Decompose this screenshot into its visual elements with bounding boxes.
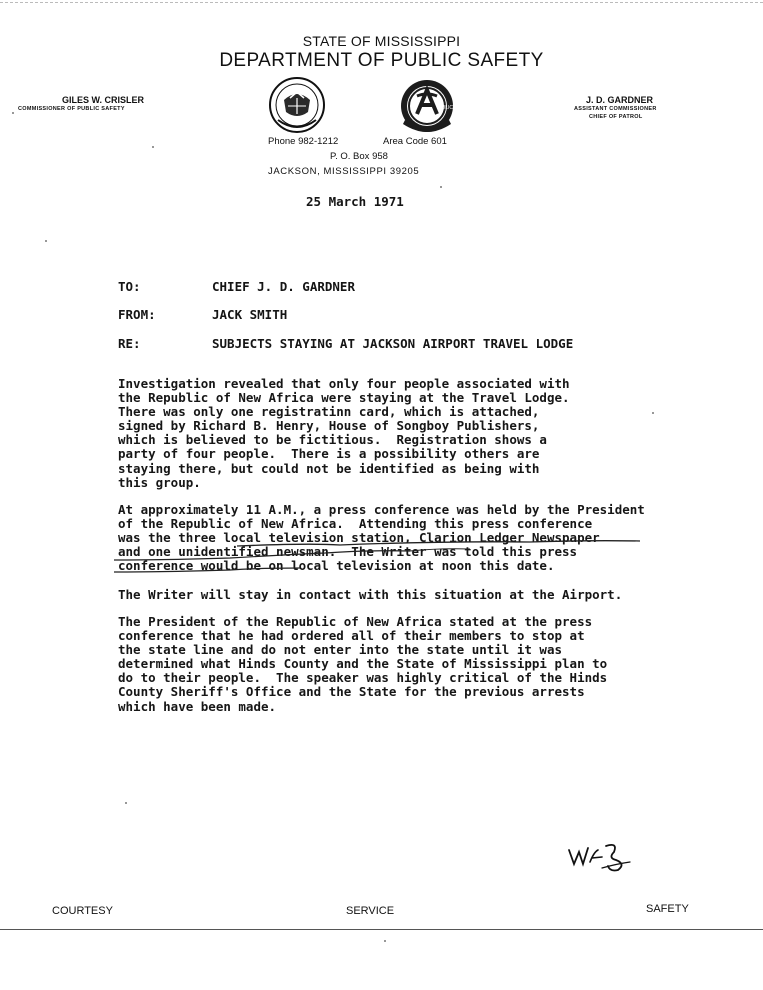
footer-safety: SAFETY [646, 903, 689, 915]
paragraph-line: conference would be on local television at noon this date. [118, 558, 555, 574]
scan-speck [45, 240, 47, 242]
paragraph-line: which have been made. [118, 698, 277, 714]
scan-speck [125, 802, 127, 804]
po-box: P. O. Box 958 [330, 151, 388, 162]
scan-speck [384, 940, 386, 942]
paragraph-line: the Republic of New Africa were staying at the Travel Lodge. [118, 390, 570, 406]
from-value: JACK SMITH [212, 307, 288, 322]
scan-speck [12, 112, 14, 114]
assistant-commissioner-title: ASSISTANT COMMISSIONER [574, 106, 657, 112]
footer-service: SERVICE [346, 905, 395, 917]
letterhead-state: STATE OF MISSISSIPPI [302, 33, 461, 49]
paragraph-line: conference that he had ordered all of their members to stop at [118, 628, 585, 644]
paragraph-line: At approximately 11 A.M., a press conference was held by the President [118, 502, 645, 517]
scan-speck [152, 146, 154, 148]
paragraph-line: signed by Richard B. Henry, House of Songboy Publishers, [118, 418, 540, 434]
page-bottom-edge [0, 929, 763, 930]
handwritten-underline-marks [110, 530, 650, 575]
to-label: TO: [118, 279, 141, 294]
to-value: CHIEF J. D. GARDNER [212, 279, 355, 294]
paragraph-writer-contact [118, 588, 622, 602]
paragraph-line: the state line and do not enter into the state until it was [118, 642, 563, 658]
paragraph-line: do to their people. The speaker was highly critical of the Hinds [118, 670, 608, 686]
letterhead-department: DEPARTMENT OF PUBLIC SAFETY [219, 50, 544, 71]
from-label: FROM: [118, 307, 156, 322]
city-address: JACKSON, MISSISSIPPI 39205 [268, 166, 420, 177]
handwritten-initials-signature [566, 838, 636, 876]
paragraph-line: Investigation revealed that only four people associated with [118, 376, 570, 391]
paragraph-line: determined what Hinds County and the State of Mississippi plan to [118, 656, 608, 672]
commissioner-title: COMMISSIONER OF PUBLIC SAFETY [18, 106, 125, 112]
scan-speck [440, 186, 442, 188]
paragraph-line: The Writer will stay in contact with this situation at the Airport. [118, 587, 623, 602]
paragraph-line: was the three local television station, Clarion Ledger Newspaper [118, 530, 600, 546]
paragraph-line: There was only one registratinn card, which is attached, [118, 404, 540, 420]
paragraph-line: which is believed to be fictitious. Registration shows a [118, 432, 547, 448]
paragraph-line: party of four people. There is a possibility others are [118, 446, 540, 462]
paragraph-line: staying there, but could not be identified as being with [118, 460, 540, 476]
area-code: Area Code 601 [383, 136, 447, 147]
seal-police-text: POLICE [438, 105, 457, 111]
paragraph-investigation [118, 377, 570, 490]
phone-number: Phone 982-1212 [268, 136, 339, 147]
assistant-commissioner-name: J. D. GARDNER [586, 95, 654, 105]
paragraph-line: County Sheriff's Office and the State for the previous arrests [118, 684, 585, 700]
paragraph-line: and one unidentified newsman. The Writer was told this press [118, 544, 578, 560]
memo-date: 25 March 1971 [306, 194, 404, 209]
re-value: SUBJECTS STAYING AT JACKSON AIRPORT TRAVEL LODGE [212, 336, 574, 351]
paragraph-line: The President of the Republic of New Africa stated at the press [118, 614, 593, 629]
page-top-edge [0, 2, 763, 3]
paragraph-line: of the Republic of New Africa. Attending this press conference [118, 516, 593, 532]
scan-speck [652, 412, 654, 414]
paragraph-line: this group. [118, 474, 201, 490]
highway-patrol-seal-icon [395, 74, 459, 138]
re-label: RE: [118, 336, 141, 351]
state-seal-icon [268, 76, 326, 134]
chief-of-patrol-title: CHIEF OF PATROL [589, 114, 643, 120]
paragraph-president-statement [118, 615, 607, 714]
commissioner-name: GILES W. CRISLER [62, 95, 145, 105]
footer-courtesy: COURTESY [52, 905, 113, 917]
